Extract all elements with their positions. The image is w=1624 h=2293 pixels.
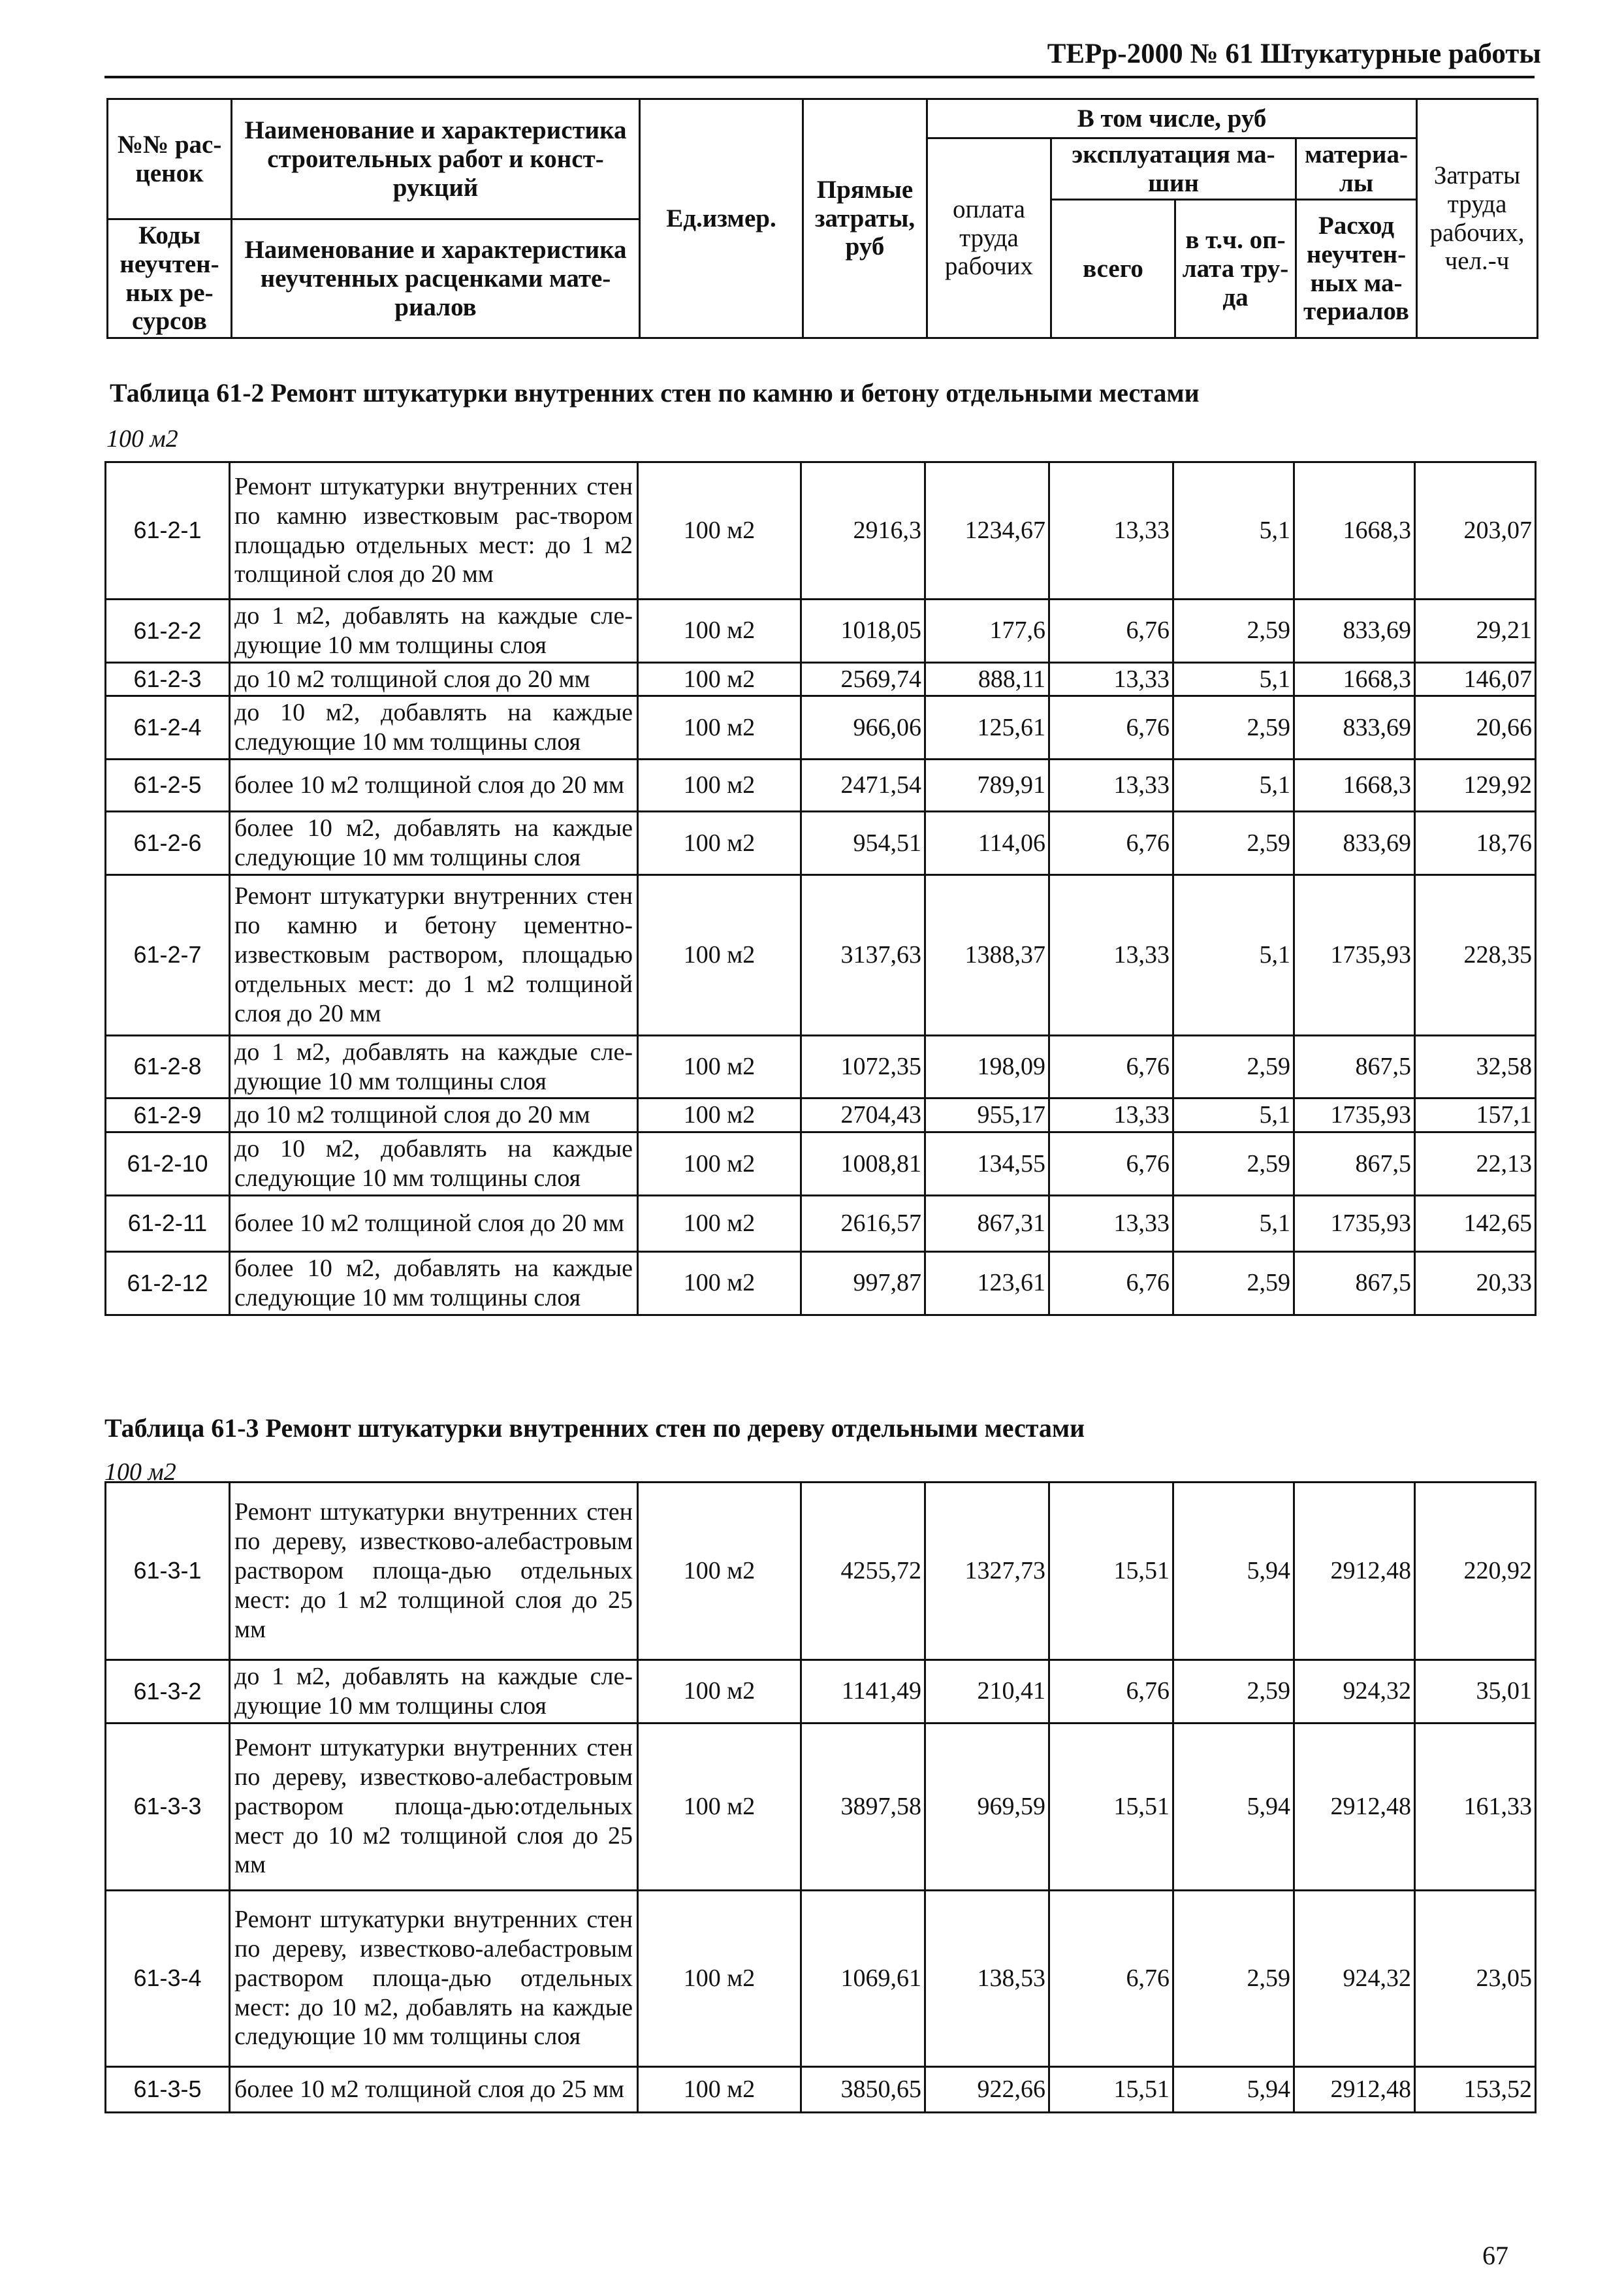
- materials-cost-cell: 833,69: [1294, 812, 1415, 875]
- machine-operator-wages-cell: 2,59: [1173, 812, 1294, 875]
- header-materials: материа-лы: [1296, 138, 1417, 200]
- page-number: 67: [1482, 2241, 1508, 2270]
- table-row: [106, 1660, 1536, 1724]
- header-work-name: Наименование и характеристика строительных работ и конст-рукций: [232, 99, 640, 219]
- measure-unit-cell: 100 м2: [638, 1890, 801, 2066]
- work-description-cell: Ремонт штукатурки внутренних стен по дереву, известково-алебастровым раствором площа-дью:отдельных мест до 10 м2 толщиной слоя до 25 мм: [230, 1723, 638, 1890]
- machine-costs-cell: 6,76: [1049, 1132, 1173, 1196]
- work-description-cell: более 10 м2 толщиной слоя до 20 мм: [230, 1195, 638, 1251]
- machine-costs-cell: 6,76: [1049, 1251, 1173, 1315]
- machine-costs-cell: 13,33: [1049, 662, 1173, 696]
- labor-hours-cell: 22,13: [1415, 1132, 1536, 1196]
- rate-code-cell: 61-3-2: [106, 1660, 230, 1724]
- header-machines-total: всего: [1051, 200, 1175, 338]
- machine-costs-cell: 6,76: [1049, 1660, 1173, 1724]
- machine-operator-wages-cell: 2,59: [1173, 696, 1294, 760]
- table-61-2-caption: Таблица 61-2 Ремонт штукатурки внутренних стен по камню и бетону отдельными местами: [110, 378, 1200, 408]
- direct-costs-cell: 2916,3: [801, 462, 925, 600]
- labor-hours-cell: 35,01: [1415, 1660, 1536, 1724]
- work-description-cell: Ремонт штукатурки внутренних стен по дереву, известково-алебастровым раствором площа-дью отдельных мест: до 10 м2, добавлять на каждые следующие 10 мм толщины слоя: [230, 1890, 638, 2066]
- measure-unit-cell: 100 м2: [638, 1132, 801, 1196]
- table-61-3-unit: 100 м2: [104, 1458, 176, 1486]
- table-row: [106, 462, 1536, 600]
- header-machines: эксплуатация ма-шин: [1051, 138, 1296, 200]
- worker-wages-cell: 177,6: [925, 600, 1049, 663]
- materials-cost-cell: 1735,93: [1294, 874, 1415, 1035]
- worker-wages-cell: 1388,37: [925, 874, 1049, 1035]
- table-61-2-unit: 100 м2: [106, 425, 178, 453]
- machine-operator-wages-cell: 5,94: [1173, 1483, 1294, 1660]
- rate-code-cell: 61-2-6: [106, 812, 230, 875]
- work-description-cell: более 10 м2 толщиной слоя до 20 мм: [230, 760, 638, 812]
- labor-hours-cell: 129,92: [1415, 760, 1536, 812]
- header-resource-codes: Коды неучтен-ных ре-сурсов: [108, 219, 232, 338]
- labor-hours-cell: 18,76: [1415, 812, 1536, 875]
- direct-costs-cell: 1008,81: [801, 1132, 925, 1196]
- materials-cost-cell: 1668,3: [1294, 662, 1415, 696]
- worker-wages-cell: 1234,67: [925, 462, 1049, 600]
- work-description-cell: более 10 м2, добавлять на каждые следующие 10 мм толщины слоя: [230, 1251, 638, 1315]
- machine-costs-cell: 15,51: [1049, 1483, 1173, 1660]
- machine-costs-cell: 6,76: [1049, 600, 1173, 663]
- direct-costs-cell: 997,87: [801, 1251, 925, 1315]
- header-unit: Ед.измер.: [640, 99, 803, 338]
- rate-code-cell: 61-2-7: [106, 874, 230, 1035]
- table-row: [106, 696, 1536, 760]
- column-header-table: [106, 98, 1538, 339]
- measure-unit-cell: 100 м2: [638, 1483, 801, 1660]
- materials-cost-cell: 833,69: [1294, 696, 1415, 760]
- work-description-cell: до 10 м2 толщиной слоя до 20 мм: [230, 662, 638, 696]
- direct-costs-cell: 966,06: [801, 696, 925, 760]
- machine-costs-cell: 6,76: [1049, 1035, 1173, 1098]
- materials-cost-cell: 924,32: [1294, 1890, 1415, 2066]
- direct-costs-cell: 2569,74: [801, 662, 925, 696]
- labor-hours-cell: 220,92: [1415, 1483, 1536, 1660]
- measure-unit-cell: 100 м2: [638, 874, 801, 1035]
- materials-cost-cell: 924,32: [1294, 1660, 1415, 1724]
- header-labor: Затраты труда рабочих, чел.-ч: [1417, 99, 1538, 338]
- header-machines-wages: в т.ч. оп-лата тру-да: [1175, 200, 1296, 338]
- table-row: [106, 662, 1536, 696]
- labor-hours-cell: 20,33: [1415, 1251, 1536, 1315]
- direct-costs-cell: 3850,65: [801, 2066, 925, 2112]
- measure-unit-cell: 100 м2: [638, 2066, 801, 2112]
- measure-unit-cell: 100 м2: [638, 600, 801, 663]
- machine-costs-cell: 13,33: [1049, 760, 1173, 812]
- header-wages: оплата труда рабочих: [927, 138, 1051, 338]
- rate-code-cell: 61-2-2: [106, 600, 230, 663]
- work-description-cell: Ремонт штукатурки внутренних стен по камню и бетону цементно-известковым раствором, площадью отдельных мест: до 1 м2 толщиной слоя до 20 мм: [230, 874, 638, 1035]
- machine-operator-wages-cell: 2,59: [1173, 600, 1294, 663]
- materials-cost-cell: 2912,48: [1294, 1483, 1415, 1660]
- labor-hours-cell: 157,1: [1415, 1098, 1536, 1132]
- direct-costs-cell: 3137,63: [801, 874, 925, 1035]
- table-row: [106, 812, 1536, 875]
- rate-code-cell: 61-2-3: [106, 662, 230, 696]
- measure-unit-cell: 100 м2: [638, 1251, 801, 1315]
- machine-operator-wages-cell: 5,1: [1173, 1098, 1294, 1132]
- direct-costs-cell: 1072,35: [801, 1035, 925, 1098]
- labor-hours-cell: 161,33: [1415, 1723, 1536, 1890]
- table-row: [106, 1132, 1536, 1196]
- materials-cost-cell: 1668,3: [1294, 462, 1415, 600]
- rate-code-cell: 61-3-5: [106, 2066, 230, 2112]
- machine-operator-wages-cell: 2,59: [1173, 1660, 1294, 1724]
- work-description-cell: более 10 м2 толщиной слоя до 25 мм: [230, 2066, 638, 2112]
- measure-unit-cell: 100 м2: [638, 1723, 801, 1890]
- table-row: [106, 1723, 1536, 1890]
- rate-code-cell: 61-2-12: [106, 1251, 230, 1315]
- worker-wages-cell: 922,66: [925, 2066, 1049, 2112]
- measure-unit-cell: 100 м2: [638, 1035, 801, 1098]
- rate-code-cell: 61-2-11: [106, 1195, 230, 1251]
- rate-code-cell: 61-2-8: [106, 1035, 230, 1098]
- work-description-cell: Ремонт штукатурки внутренних стен по дереву, известково-алебастровым раствором площа-дью отдельных мест: до 1 м2 толщиной слоя до 25 мм: [230, 1483, 638, 1660]
- machine-costs-cell: 13,33: [1049, 1195, 1173, 1251]
- materials-cost-cell: 867,5: [1294, 1035, 1415, 1098]
- worker-wages-cell: 867,31: [925, 1195, 1049, 1251]
- direct-costs-cell: 954,51: [801, 812, 925, 875]
- materials-cost-cell: 1735,93: [1294, 1195, 1415, 1251]
- rate-code-cell: 61-3-3: [106, 1723, 230, 1890]
- table-row: [106, 1035, 1536, 1098]
- worker-wages-cell: 789,91: [925, 760, 1049, 812]
- header-rate-number: №№ рас-ценок: [108, 99, 232, 219]
- machine-costs-cell: 6,76: [1049, 812, 1173, 875]
- labor-hours-cell: 23,05: [1415, 1890, 1536, 2066]
- header-rule: [104, 76, 1535, 78]
- labor-hours-cell: 146,07: [1415, 662, 1536, 696]
- materials-cost-cell: 1668,3: [1294, 760, 1415, 812]
- measure-unit-cell: 100 м2: [638, 1660, 801, 1724]
- header-direct-costs: Прямые затраты, руб: [803, 99, 927, 338]
- measure-unit-cell: 100 м2: [638, 812, 801, 875]
- machine-operator-wages-cell: 5,1: [1173, 462, 1294, 600]
- measure-unit-cell: 100 м2: [638, 1098, 801, 1132]
- table-61-3: [104, 1481, 1536, 2113]
- machine-operator-wages-cell: 5,1: [1173, 662, 1294, 696]
- direct-costs-cell: 1018,05: [801, 600, 925, 663]
- table-row: [106, 1098, 1536, 1132]
- work-description-cell: до 1 м2, добавлять на каждые сле-дующие 10 мм толщины слоя: [230, 600, 638, 663]
- direct-costs-cell: 1069,61: [801, 1890, 925, 2066]
- table-row: [106, 600, 1536, 663]
- machine-operator-wages-cell: 5,1: [1173, 760, 1294, 812]
- materials-cost-cell: 1735,93: [1294, 1098, 1415, 1132]
- table-row: [106, 2066, 1536, 2112]
- table-row: [106, 760, 1536, 812]
- direct-costs-cell: 4255,72: [801, 1483, 925, 1660]
- machine-operator-wages-cell: 2,59: [1173, 1035, 1294, 1098]
- table-row: [106, 1195, 1536, 1251]
- table-61-2: [104, 461, 1536, 1316]
- table-row: [106, 1483, 1536, 1660]
- machine-operator-wages-cell: 5,1: [1173, 874, 1294, 1035]
- rate-code-cell: 61-2-10: [106, 1132, 230, 1196]
- work-description-cell: более 10 м2, добавлять на каждые следующие 10 мм толщины слоя: [230, 812, 638, 875]
- header-including: В том числе, руб: [927, 99, 1417, 138]
- worker-wages-cell: 210,41: [925, 1660, 1049, 1724]
- worker-wages-cell: 955,17: [925, 1098, 1049, 1132]
- rate-code-cell: 61-2-1: [106, 462, 230, 600]
- materials-cost-cell: 2912,48: [1294, 2066, 1415, 2112]
- table-row: [106, 1251, 1536, 1315]
- header-material-name: Наименование и характеристика неучтенных расценками мате-риалов: [232, 219, 640, 338]
- work-description-cell: до 1 м2, добавлять на каждые сле-дующие 10 мм толщины слоя: [230, 1035, 638, 1098]
- labor-hours-cell: 20,66: [1415, 696, 1536, 760]
- machine-operator-wages-cell: 2,59: [1173, 1132, 1294, 1196]
- rate-code-cell: 61-2-5: [106, 760, 230, 812]
- machine-costs-cell: 13,33: [1049, 462, 1173, 600]
- rate-code-cell: 61-3-4: [106, 1890, 230, 2066]
- worker-wages-cell: 198,09: [925, 1035, 1049, 1098]
- work-description-cell: до 10 м2, добавлять на каждые следующие 10 мм толщины слоя: [230, 696, 638, 760]
- direct-costs-cell: 3897,58: [801, 1723, 925, 1890]
- machine-costs-cell: 15,51: [1049, 2066, 1173, 2112]
- worker-wages-cell: 138,53: [925, 1890, 1049, 2066]
- measure-unit-cell: 100 м2: [638, 1195, 801, 1251]
- labor-hours-cell: 153,52: [1415, 2066, 1536, 2112]
- machine-costs-cell: 13,33: [1049, 874, 1173, 1035]
- machine-costs-cell: 6,76: [1049, 696, 1173, 760]
- machine-costs-cell: 13,33: [1049, 1098, 1173, 1132]
- worker-wages-cell: 123,61: [925, 1251, 1049, 1315]
- direct-costs-cell: 1141,49: [801, 1660, 925, 1724]
- work-description-cell: до 1 м2, добавлять на каждые сле-дующие 10 мм толщины слоя: [230, 1660, 638, 1724]
- machine-operator-wages-cell: 2,59: [1173, 1251, 1294, 1315]
- measure-unit-cell: 100 м2: [638, 760, 801, 812]
- table-row: [106, 874, 1536, 1035]
- table-row: [106, 1890, 1536, 2066]
- labor-hours-cell: 228,35: [1415, 874, 1536, 1035]
- work-description-cell: до 10 м2, добавлять на каждые следующие 10 мм толщины слоя: [230, 1132, 638, 1196]
- labor-hours-cell: 142,65: [1415, 1195, 1536, 1251]
- worker-wages-cell: 969,59: [925, 1723, 1049, 1890]
- direct-costs-cell: 2704,43: [801, 1098, 925, 1132]
- rate-code-cell: 61-3-1: [106, 1483, 230, 1660]
- labor-hours-cell: 32,58: [1415, 1035, 1536, 1098]
- labor-hours-cell: 203,07: [1415, 462, 1536, 600]
- worker-wages-cell: 1327,73: [925, 1483, 1049, 1660]
- materials-cost-cell: 833,69: [1294, 600, 1415, 663]
- machine-operator-wages-cell: 5,94: [1173, 1723, 1294, 1890]
- machine-operator-wages-cell: 2,59: [1173, 1890, 1294, 2066]
- direct-costs-cell: 2471,54: [801, 760, 925, 812]
- machine-operator-wages-cell: 5,94: [1173, 2066, 1294, 2112]
- worker-wages-cell: 114,06: [925, 812, 1049, 875]
- measure-unit-cell: 100 м2: [638, 462, 801, 600]
- direct-costs-cell: 2616,57: [801, 1195, 925, 1251]
- header-materials-unaccounted: Расход неучтен-ных ма-териалов: [1296, 200, 1417, 338]
- measure-unit-cell: 100 м2: [638, 662, 801, 696]
- running-head: ТЕРр-2000 № 61 Штукатурные работы: [1047, 39, 1541, 69]
- measure-unit-cell: 100 м2: [638, 696, 801, 760]
- machine-costs-cell: 15,51: [1049, 1723, 1173, 1890]
- machine-operator-wages-cell: 5,1: [1173, 1195, 1294, 1251]
- work-description-cell: до 10 м2 толщиной слоя до 20 мм: [230, 1098, 638, 1132]
- materials-cost-cell: 867,5: [1294, 1132, 1415, 1196]
- work-description-cell: Ремонт штукатурки внутренних стен по камню известковым рас-твором площадью отдельных мест: до 1 м2 толщиной слоя до 20 мм: [230, 462, 638, 600]
- rate-code-cell: 61-2-4: [106, 696, 230, 760]
- materials-cost-cell: 2912,48: [1294, 1723, 1415, 1890]
- worker-wages-cell: 134,55: [925, 1132, 1049, 1196]
- machine-costs-cell: 6,76: [1049, 1890, 1173, 2066]
- worker-wages-cell: 125,61: [925, 696, 1049, 760]
- labor-hours-cell: 29,21: [1415, 600, 1536, 663]
- materials-cost-cell: 867,5: [1294, 1251, 1415, 1315]
- table-61-3-caption: Таблица 61-3 Ремонт штукатурки внутренних стен по дереву отдельными местами: [104, 1413, 1085, 1443]
- rate-code-cell: 61-2-9: [106, 1098, 230, 1132]
- worker-wages-cell: 888,11: [925, 662, 1049, 696]
